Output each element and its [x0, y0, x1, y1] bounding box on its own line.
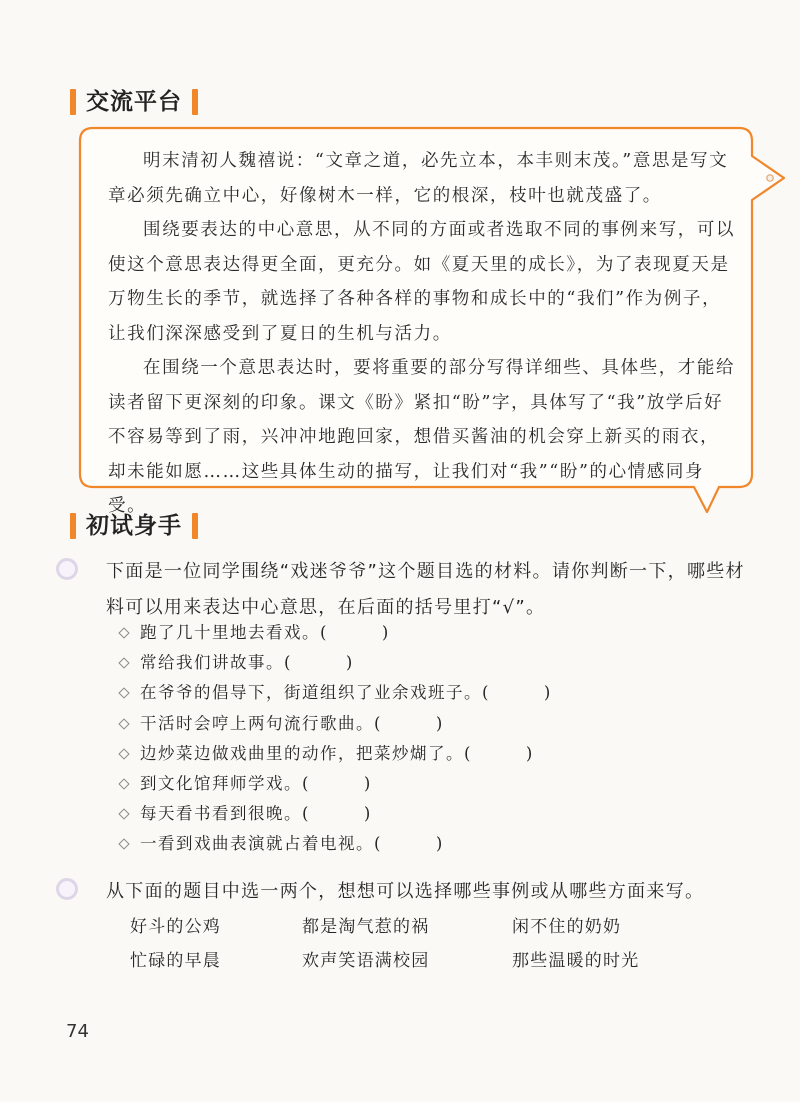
option-text: 跑了几十里地去看戏。: [140, 623, 320, 642]
answer-blank[interactable]: ( ): [482, 683, 552, 703]
question-2-text: 从下面的题目中选一两个，想想可以选择哪些事例或从哪些方面来写。: [106, 881, 705, 902]
callout-paragraph-2: 围绕要表达的中心意思，从不同的方面或者选取不同的事例来写，可以使这个意思表达得更全面，更充分。如《夏天里的成长》，为了表现夏天是万物生长的季节，就选择了各种各样的事物和成长中的“我们”作为例子，让我们深深感受到了夏日的生机与活力。: [108, 220, 736, 344]
diamond-bullet-icon: [118, 778, 129, 789]
answer-blank[interactable]: ( ): [464, 743, 534, 763]
section-header-trial: [70, 509, 198, 543]
list-item: [118, 829, 552, 859]
answer-blank[interactable]: ( ): [284, 653, 354, 673]
callout-text: [108, 144, 738, 524]
list-item: [118, 618, 552, 648]
option-list: [118, 618, 552, 860]
answer-blank[interactable]: ( ): [374, 713, 444, 733]
answer-blank[interactable]: ( ): [302, 804, 372, 824]
pin-dot-icon: [767, 175, 773, 181]
topic-item: 都是淘气惹的祸: [302, 917, 430, 937]
option-text: 一看到戏曲表演就占着电视。: [140, 834, 374, 854]
section-title: 交流平台: [86, 89, 182, 115]
list-item: [118, 739, 552, 769]
answer-blank[interactable]: ( ): [374, 834, 444, 854]
topic-item: 好斗的公鸡: [130, 917, 221, 937]
question-1-text: 下面是一位同学围绕“戏迷爷爷”这个题目选的材料。请你判断一下，哪些材料可以用来表达中心意思，在后面的括号里打“√”。: [106, 561, 745, 618]
section-title: 初试身手: [86, 513, 182, 539]
list-item: [118, 678, 552, 708]
option-text: 在爷爷的倡导下，街道组织了业余戏班子。: [140, 683, 482, 703]
option-text: 到文化馆拜师学戏。: [140, 773, 302, 793]
list-item: [118, 799, 552, 829]
option-text: 边炒菜边做戏曲里的动作，把菜炒煳了。: [140, 743, 464, 763]
list-item: [118, 709, 552, 739]
orange-bar-right: [192, 513, 198, 539]
option-text: 每天看书看到很晚。: [140, 804, 302, 824]
diamond-bullet-icon: [118, 718, 129, 729]
topic-grid: [130, 914, 712, 974]
list-item: [118, 769, 552, 799]
question-bullet-icon: [56, 878, 78, 900]
question-bullet-icon: [56, 558, 78, 580]
diamond-bullet-icon: [118, 627, 129, 638]
orange-bar-left: [70, 513, 76, 539]
callout-paragraph-1: 明末清初人魏禧说：“文章之道，必先立本，本丰则末茂。”意思是写文章必须先确立中心，好像树木一样，它的根深，枝叶也就茂盛了。: [108, 151, 729, 206]
callout-paragraph-3: 在围绕一个意思表达时，要将重要的部分写得详细些、具体些，才能给读者留下更深刻的印象。课文《盼》紧扣“盼”字，具体写了“我”放学后好不容易等到了雨，兴冲冲地跑回家，想借买酱油的机会穿上新买的雨衣，却未能如愿……这些具体生动的描写，让我们对“我”“盼”的心情感同身受。: [108, 358, 736, 516]
question-2: [56, 874, 756, 910]
topic-item: 欢声笑语满校园: [302, 951, 430, 971]
diamond-bullet-icon: [118, 839, 129, 850]
answer-blank[interactable]: ( ): [302, 773, 372, 793]
page-number: 74: [66, 1021, 89, 1042]
topic-item: 闲不住的奶奶: [512, 917, 622, 937]
topic-item: 那些温暖的时光: [512, 951, 640, 971]
diamond-bullet-icon: [118, 688, 129, 699]
topic-item: 忙碌的早晨: [130, 951, 221, 971]
list-item: [118, 648, 552, 678]
diamond-bullet-icon: [118, 748, 129, 759]
diamond-bullet-icon: [118, 658, 129, 669]
diamond-bullet-icon: [118, 809, 129, 820]
option-text: 干活时会哼上两句流行歌曲。: [140, 713, 374, 733]
question-1: [56, 554, 756, 626]
option-text: 常给我们讲故事。: [140, 653, 284, 673]
answer-blank[interactable]: ( ): [320, 623, 390, 642]
